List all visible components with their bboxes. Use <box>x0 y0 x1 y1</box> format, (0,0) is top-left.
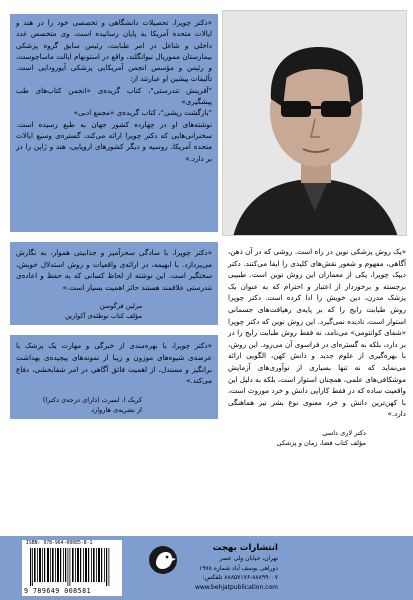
publisher-info <box>186 542 278 596</box>
endorsement-2-author: کریک ا. لمبرت (دارای درجه‌ی دکترا) <box>42 395 142 404</box>
publisher-address-1: تهران، خیابان ولی عصر <box>219 555 278 562</box>
endorsement-1-role: مؤلف کتاب توطئه‌ی آکوارین <box>65 312 142 321</box>
publisher-bird-logo-icon <box>148 545 178 575</box>
endorsements-column <box>10 242 218 526</box>
endorsement-2-role: از نشریه‌ی هاروارد <box>91 405 142 414</box>
isbn-label: ISBN: 978-964-00085-8-1 <box>26 541 93 546</box>
endorsement-gap <box>10 325 218 335</box>
author-book-2: "بازگشت ریشی"، کتاب گزیده‌ی «مجمع ادبی» <box>73 108 212 118</box>
endorsement-2 <box>10 335 218 418</box>
publisher-phone: ۸۸۸۵۷۱۷۶-۸۸۸۹۹۰۰۷ تلفکس: <box>202 574 278 582</box>
book-description <box>228 246 406 516</box>
barcode-digits: 9 789649 008581 <box>24 587 92 595</box>
book-description-text: «یک روش پزشکی نوین در راه است. روشی که در آن ذهن، آگاهی، مفهوم و شعور نقش‌های کلیدی را ایفا می‌کنند. دکتر دیپک چوپرا، یکی از معماران این روش نوین است. طبیبی برجسته و برخوردار از اعتبار و احترام که به عنوان یک پزشک مدرن، دین خویش را ادا کرده است. دکتر چوپرا روش طبابت رایج را که بر پایه‌ی رهیافت‌های جسمانی استوار است، نادیده نمی‌گیرد. این روش نوین که دکتر چوپرا «شفای کوانتومی» می‌نامد، نه فقط روش طبابت رایج را در بر دارد، بلکه به گستره‌ای در فراسوی آن می‌رود. این روش، با بهره‌گیری از علوم جدید و دانش کهن، الگویی ارائه می‌نماید که نه تنها بسیاری از نوآوری‌های آزمایش موشکافی‌های علمی، همچنان استوار است، بلکه به دلیل این واقعیت ساده که در فقط کارایی دانش و خرد موروث است، با کهن‌ترین دانش و خرد معنوی نوع بشر نیز هماهنگی دارد.» <box>228 247 406 419</box>
author-book-1: "آفرینش تندرستی"، کتاب گزیده‌ی «انجمن کتاب‌های طب پیشگیری» <box>16 85 212 107</box>
description-author: دکتر لاری داسی <box>322 428 366 437</box>
publisher-website-link[interactable]: www.behjatpublication.com <box>194 583 278 591</box>
publisher-name: انتشارات بهجت <box>212 543 278 553</box>
author-bio-panel <box>10 14 218 232</box>
author-reach-paragraph: نوشته‌های او در چهارده کشور جهان به طبع رسیده است. سخنرانی‌هایی که دکتر چوپرا ارائه می‌کند، گستره‌ی وسیع ایالات متحده آمریکا، روسیه و دیگر کشورهای اروپایی، هند و ژاپن را در بر دارد.» <box>16 119 212 163</box>
description-author-role: مؤلف کتاب فضا، زمان و پزشکی <box>276 438 366 447</box>
endorsement-1-text: «دکتر چوپرا، با سادگی سحرآمیز و جذابیتی هموار، به نگارش می‌پردازد. با ابهیمه، در ارائه‌ی واقعیات و روش استدلال خویش، سختگیر است. این نوشته از لحاظ کسانی که به حفظ و اعاده‌ی تندرستی علاقمند هستند حائز اهمیت بسیار است.» <box>16 248 212 292</box>
endorsement-1-author: مرلین فرگوسن <box>99 302 142 311</box>
author-portrait-illustration <box>223 11 407 236</box>
author-bio-paragraph: «دکتر چوپرا، تحصیلات دانشگاهی و تخصصی خود را در هند و ایالات متحده آمریکا به پایان رسانیده است، وی متخصص غدد داخلی و شاغل در امر طبابت، رئیس سابق گروه پزشکی بیمارستان مموریال نیوانگلند، واقع در استونهام ایالت ماساچوست، و رئیس و مؤسس انجمن آمریکایی پزشکی آیورودایی است. تألیفات پیشین او عبارتند از: <box>16 18 212 84</box>
author-portrait-photo <box>222 10 407 236</box>
endorsement-2-text: «دکتر چوپرا، با بهره‌مندی از خبرگی و مهارت یک پزشک با عرضه‌ی شیوه‌های موزون و زیبا از نمونه‌های پیچیده‌ی بهداشت برانگیز و مستدل، از اهمیت فائق آگاهی در امر شفابخشی، دفاع می‌کند.» <box>16 341 212 386</box>
publisher-address-2: دوراهی یوسف آباد شماره ۱۹۷۸ <box>198 564 278 572</box>
endorsement-1 <box>10 242 218 325</box>
isbn-barcode <box>22 540 122 596</box>
